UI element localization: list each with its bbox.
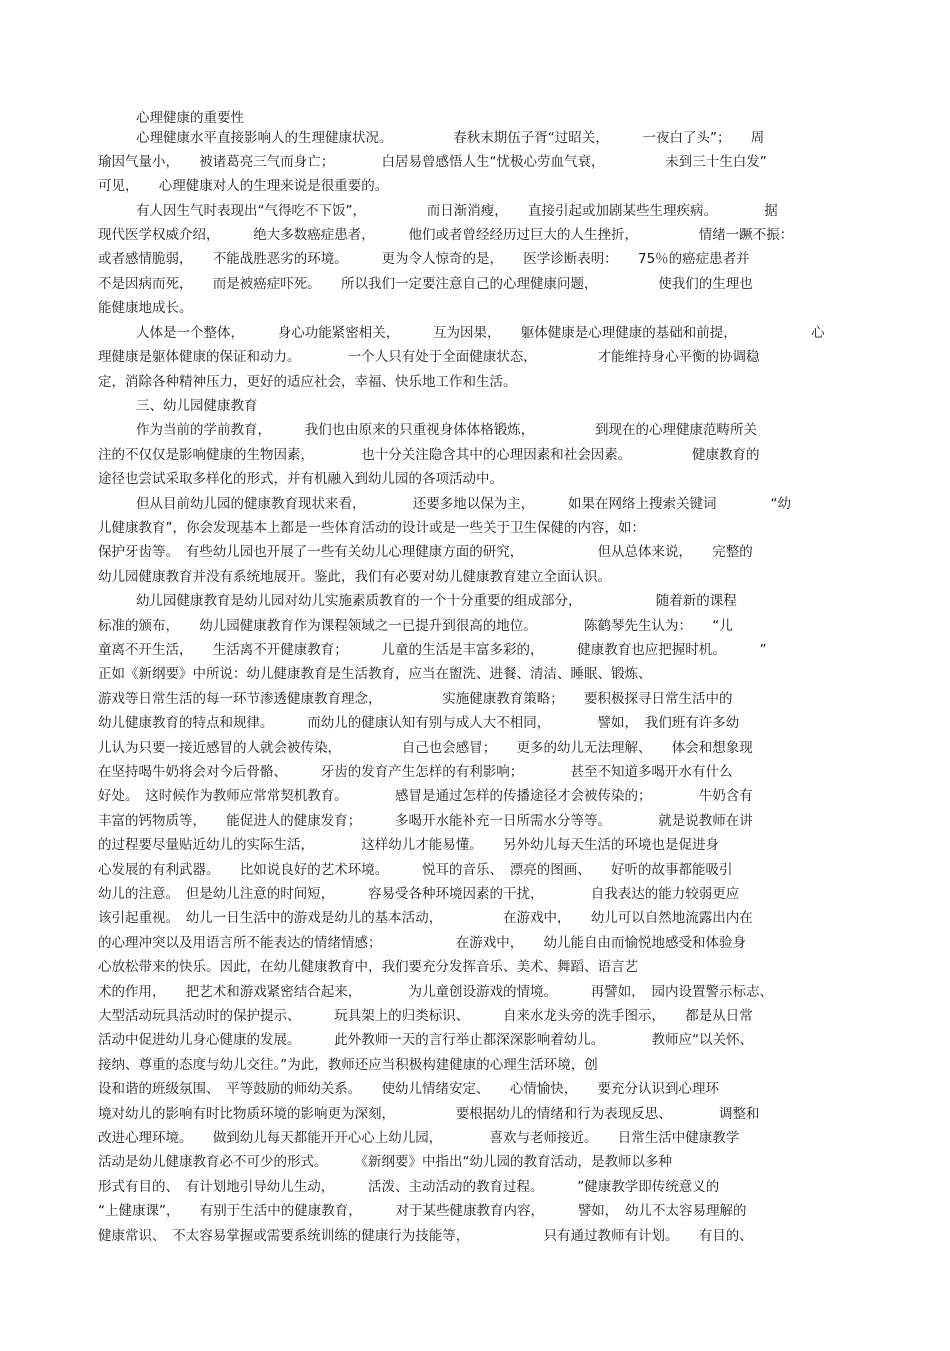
text-line: 的心理冲突以及用语言所不能表达的情绪情感； 在游戏中， 幼儿能自由而愉悦地感受和体验身 [98, 935, 746, 951]
text-line: 大型活动玩具活动时的保护提示、 玩具架上的归类标识、 自来水龙头旁的洗手图示， 都是从日常 [98, 1008, 753, 1024]
text-line: 或者感情脆弱， 不能战胜恶劣的环境。 更为令人惊奇的是， 医学诊断表明： 75％的癌症患者并 [98, 251, 750, 267]
text-line: 游戏等日常生活的每一环节渗透健康教育理念， 实施健康教育策略； 要积极探寻日常生活中的 [98, 691, 733, 707]
text-line: 幼儿园健康教育是幼儿园对幼儿实施素质教育的一个十分重要的组成部分， 随着新的课程 [136, 593, 737, 609]
text-line: “上健康课”， 有别于生活中的健康教育， 对于某些健康教育内容， 譬如， 幼儿不太容易理解的 [98, 1203, 747, 1219]
text-line: 幼儿园健康教育并没有系统地展开。鉴此，我们有必要对幼儿健康教育建立全面认识。 [98, 569, 611, 585]
text-line: 在坚持喝牛奶将会对今后骨骼、 牙齿的发育产生怎样的有利影响； 甚至不知道多喝开水有什么 [98, 764, 733, 780]
text-line: 境对幼儿的影响有时比物质环境的影响更为深刻， 要根据幼儿的情绪和行为表现反思、 调整和 [98, 1106, 760, 1122]
text-line: 定，消除各种精神压力，更好的适应社会，幸福、快乐地工作和生活。 [98, 374, 517, 390]
text-line: 改进心理环境。 做到幼儿每天都能开开心心上幼儿园， 喜欢与老师接近。 日常生活中健康教学 [98, 1130, 740, 1146]
text-line: 接纳、尊重的态度与幼儿交往。”为此，教师还应当积极构建健康的心理生活环境，创 [98, 1057, 598, 1073]
text-line: 心放松带来的快乐。因此，在幼儿健康教育中，我们要充分发挥音乐、美术、舞蹈、语言艺 [98, 959, 638, 975]
text-line: 能健康地成长。 [98, 300, 193, 316]
text-line: 丰富的钙物质等， 能促进人的健康发育； 多喝开水能补充一日所需水分等等。 就是说教师在讲 [98, 813, 753, 829]
text-line: 健康常识、 不太容易掌握或需要系统训练的健康行为技能等， 只有通过教师有计划。 有目的、 [98, 1228, 753, 1244]
section-heading: 三、幼儿园健康教育 [136, 398, 258, 414]
text-line: 人体是一个整体， 身心功能紧密相关， 互为因果， 躯体健康是心理健康的基础和前提， 心 [136, 325, 825, 341]
text-line: 保护牙齿等。 有些幼儿园也开展了一些有关幼儿心理健康方面的研究， 但从总体来说， 完整的 [98, 544, 753, 560]
text-line: 好处。 这时候作为教师应常常契机教育。 感冒是通过怎样的传播途径才会被传染的； 牛奶含有 [98, 788, 753, 804]
text-line: 瑜因气量小， 被诸葛亮三气而身亡； 白居易曾感悟人生“忧极心劳血气衰， 未到三十生白发” [98, 154, 767, 170]
text-line: 儿健康教育”，你会发现基本上都是一些体育活动的设计或是一些关于卫生保健的内容，如： [98, 520, 645, 536]
text-line: 儿认为只要一接近感冒的人就会被传染， 自己也会感冒； 更多的幼儿无法理解、 体会和想象现 [98, 740, 753, 756]
text-line: 形式有目的、 有计划地引导幼儿生动， 活泼、主动活动的教育过程。 ”健康教学即传统意义的 [98, 1179, 720, 1195]
text-line: 有人因生气时表现出“气得吃不下饭”， 而日渐消瘦， 直接引起或加剧某些生理疾病。 据 [136, 203, 778, 219]
text-line: 设和谐的班级氛围、 平等鼓励的师幼关系。 使幼儿情绪安定、 心情愉快， 要充分认识到心理环 [98, 1081, 719, 1097]
text-line: 但从目前幼儿园的健康教育现状来看， 还要多地以保为主， 如果在网络上搜索关键词 “幼 [136, 496, 791, 512]
text-line: 正如《新纲要》中所说：幼儿健康教育是生活教育，应当在盥洗、进餐、清洁、睡眠、锻炼、 [98, 666, 652, 682]
text-line: 途径也尝试采取多样化的形式，并有机融入到幼儿园的各项活动中。 [98, 471, 503, 487]
text-line: 幼儿的注意。 但是幼儿注意的时间短， 容易受各种环境因素的干扰， 自我表达的能力较弱更应 [98, 886, 740, 902]
text-line: 幼儿健康教育的特点和规律。 而幼儿的健康认知有别与成人大不相同， 譬如， 我们班有许多幼 [98, 715, 740, 731]
text-line: 心发展的有利武器。 比如说良好的艺术环境。 悦耳的音乐、 漂亮的图画、 好听的故事都能吸引 [98, 862, 733, 878]
text-line: 现代医学权威介绍， 绝大多数癌症患者， 他们或者曾经经历过巨大的人生挫折， 情绪一蹶不振： [98, 227, 794, 243]
text-line: 术的作用， 把艺术和游戏紧密结合起来， 为儿童创设游戏的情境。 再譬如， 园内设置警示标志、 [98, 984, 773, 1000]
text-line: 该引起重视。 幼儿一日生活中的游戏是幼儿的基本活动， 在游戏中， 幼儿可以自然地流露出内在 [98, 910, 753, 926]
text-line: 注的不仅仅是影响健康的生物因素， 也十分关注隐含其中的心理因素和社会因素。 健康教育的 [98, 447, 760, 463]
text-line: 心理健康水平直接影响人的生理健康状况。 春秋末期伍子胥“过昭关， 一夜白了头”； 周 [136, 130, 765, 146]
text-line: 理健康是躯体健康的保证和动力。 一个人只有处于全面健康状态， 才能维持身心平衡的协调稳 [98, 349, 760, 365]
text-line: 的过程要尽量贴近幼儿的实际生活， 这样幼儿才能易懂。 另外幼儿每天生活的环境也是促进身 [98, 837, 719, 853]
text-line: 可见， 心理健康对人的生理来说是很重要的。 [98, 178, 389, 194]
text-line: 不是因病而死， 而是被癌症吓死。 所以我们一定要注意自己的心理健康问题， 使我们的生理也 [98, 276, 753, 292]
section-heading: 心理健康的重要性 [136, 110, 244, 126]
text-line: 作为当前的学前教育， 我们也由原来的只重视身体体格锻炼， 到现在的心理健康范畴所关 [136, 422, 757, 438]
text-line: 标准的颁布， 幼儿园健康教育作为课程领域之一已提升到很高的地位。 陈鹤琴先生认为： “儿 [98, 618, 733, 634]
text-line: 活动中促进幼儿身心健康的发展。 此外教师一天的言行举止都深深影响着幼儿。 教师应“以关怀、 [98, 1032, 753, 1048]
text-line: 童离不开生活， 生活离不开健康教育； 儿童的生活是丰富多彩的， 健康教育也应把握时机。 ” [98, 642, 767, 658]
text-line: 活动是幼儿健康教育必不可少的形式。 《新纲要》中指出“幼儿园的教育活动，是教师以多种 [98, 1154, 672, 1170]
